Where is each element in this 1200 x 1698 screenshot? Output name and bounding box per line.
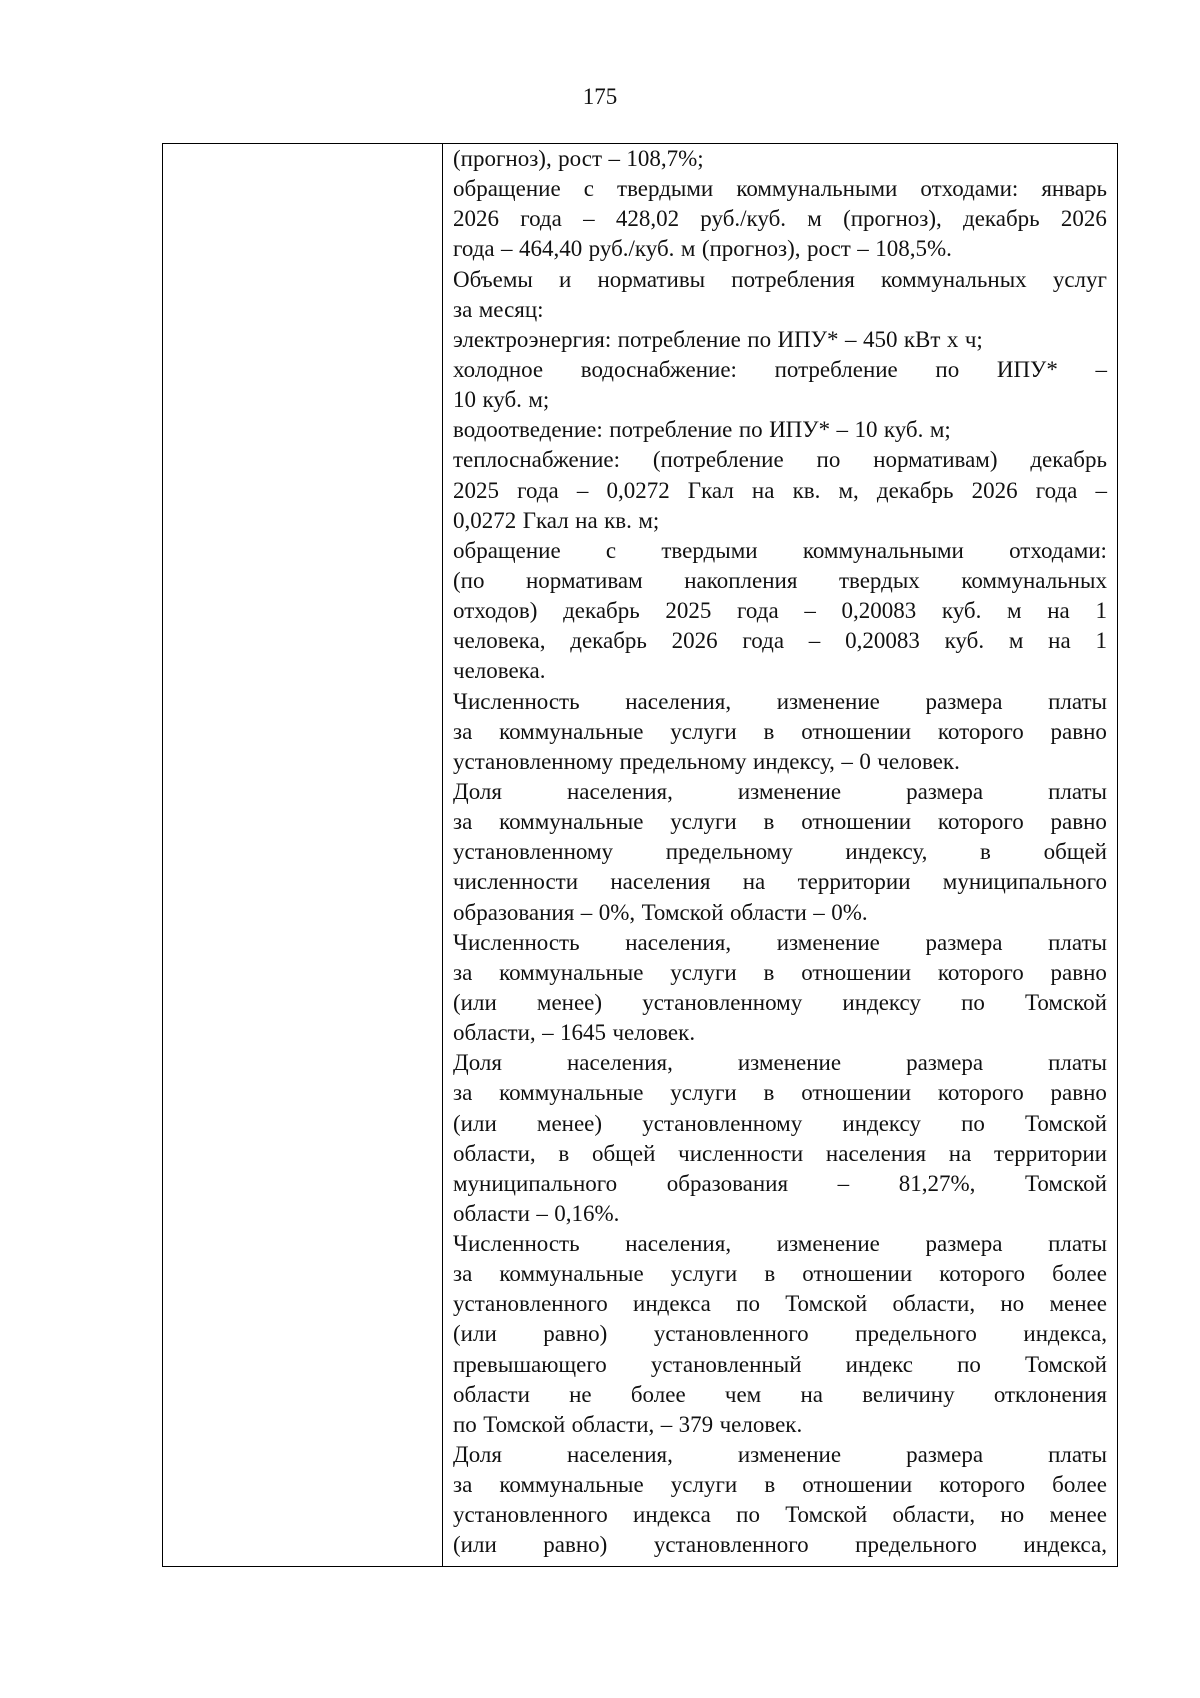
text-line: (прогноз), рост – 108,7%; [453, 146, 704, 171]
text-line: за коммунальные услуги в отношении которого более [453, 1472, 1107, 1498]
text-line: по Томской области, – 379 человек. [453, 1411, 803, 1437]
text-line: отходов) декабрь 2025 года – 0,20083 куб. м на 1 [453, 598, 1107, 624]
text-line: области, – 1645 человек. [453, 1020, 696, 1046]
document-table [162, 143, 1118, 1567]
text-line: обращение с твердыми коммунальными отходами: январь [453, 176, 1107, 202]
text-line: водоотведение: потребление по ИПУ* – 10 куб. м; [453, 417, 951, 443]
text-line: за коммунальные услуги в отношении которого равно [453, 1080, 1107, 1106]
text-line: Численность населения, изменение размера платы [453, 688, 1107, 714]
text-line: численности населения на территории муниципального [453, 869, 1107, 895]
text-line: за коммунальные услуги в отношении которого равно [453, 809, 1107, 835]
text-line: за коммунальные услуги в отношении которого равно [453, 959, 1107, 985]
text-line: за коммунальные услуги в отношении которого равно [453, 718, 1107, 744]
text-line: установленного индекса по Томской области, но менее [453, 1502, 1107, 1528]
text-line: Численность населения, изменение размера платы [453, 929, 1107, 955]
text-line: обращение с твердыми коммунальными отходами: [453, 537, 1107, 563]
text-line: Доля населения, изменение размера платы [453, 1050, 1107, 1076]
text-line: превышающего установленный индекс по Томской [453, 1351, 1107, 1377]
text-line: 2025 года – 0,0272 Гкал на кв. м, декабрь 2026 года – [453, 477, 1107, 503]
text-line: Доля населения, изменение размера платы [453, 778, 1107, 804]
text-line: образования – 0%, Томской области – 0%. [453, 899, 868, 925]
text-line: установленного индекса по Томской области, но менее [453, 1291, 1107, 1317]
text-line: (или равно) установленного предельного индекса, [453, 1532, 1107, 1558]
text-line: за коммунальные услуги в отношении которого более [453, 1261, 1107, 1287]
text-line: человека, декабрь 2026 года – 0,20083 куб. м на 1 [453, 628, 1107, 654]
text-line: (или равно) установленного предельного индекса, [453, 1321, 1107, 1347]
text-line: Объемы и нормативы потребления коммунальных услуг [453, 266, 1107, 292]
table-cell-right-text [443, 144, 1117, 1566]
text-line: (по нормативам накопления твердых коммунальных [453, 567, 1107, 593]
text-line: электроэнергия: потребление по ИПУ* – 450 кВт х ч; [453, 326, 983, 352]
text-line: 10 куб. м; [453, 387, 550, 413]
text-line: области, в общей численности населения на территории [453, 1140, 1107, 1166]
text-line: за месяц: [453, 296, 544, 322]
text-line: муниципального образования – 81,27%, Томской [453, 1170, 1107, 1196]
text-line: Численность населения, изменение размера платы [453, 1231, 1107, 1257]
text-line: человека. [453, 658, 546, 684]
text-line: холодное водоснабжение: потребление по ИПУ* – [453, 356, 1107, 382]
table-cell-left-empty [163, 144, 443, 1566]
text-line: Доля населения, изменение размера платы [453, 1442, 1107, 1468]
text-line: (или менее) установленному индексу по Томской [453, 989, 1107, 1015]
text-line: области – 0,16%. [453, 1200, 620, 1226]
text-line: 0,0272 Гкал на кв. м; [453, 507, 660, 533]
text-line: установленному предельному индексу, – 0 человек. [453, 748, 960, 774]
page-number: 175 [582, 84, 618, 109]
text-line: области не более чем на величину отклонения [453, 1381, 1107, 1407]
text-line: 2026 года – 428,02 руб./куб. м (прогноз), декабрь 2026 [453, 206, 1107, 232]
text-line: (или менее) установленному индексу по Томской [453, 1110, 1107, 1136]
text-line: установленному предельному индексу, в общей [453, 839, 1107, 865]
text-line: теплоснабжение: (потребление по нормативам) декабрь [453, 447, 1107, 473]
text-line: года – 464,40 руб./куб. м (прогноз), рост – 108,5%. [453, 236, 952, 262]
